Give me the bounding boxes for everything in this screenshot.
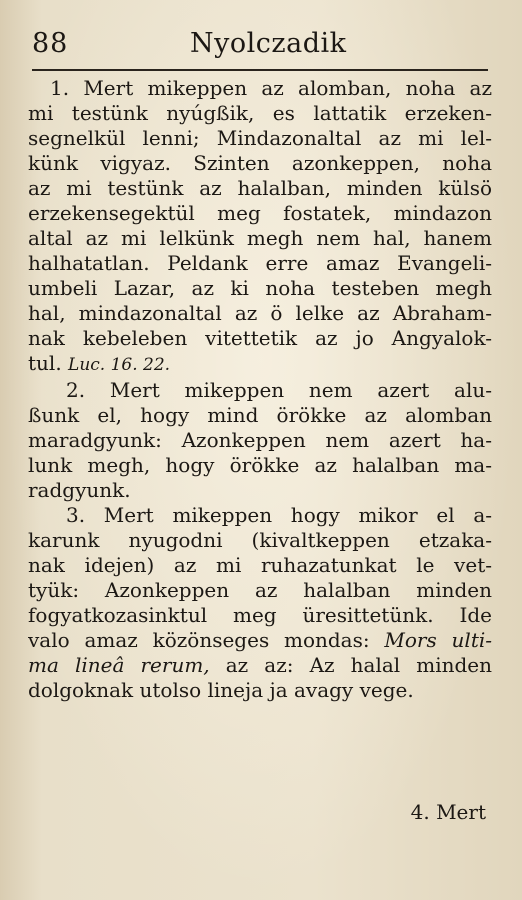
text-line: halhatatlan. Peldank erre amaz Evangeli- (28, 251, 492, 275)
body-text (28, 76, 492, 703)
text-line: erzekensegektül meg fostatek, mindazon (28, 201, 492, 225)
text-line: altal az mi lelkünk megh nem hal, hanem (28, 226, 492, 250)
text-line: umbeli Lazar, az ki noha testeben megh (28, 276, 492, 300)
text-fragment: az az: Az halal minden (225, 653, 492, 677)
text-line-with-latin (28, 628, 492, 653)
text-line: maradgyunk: Azonkeppen nem azert ha- (28, 428, 492, 452)
running-head: Nyolczadik (190, 28, 347, 59)
text-line-with-reference (28, 351, 492, 378)
latin-quotation: Mors ulti- (384, 628, 492, 652)
page-header (32, 22, 488, 72)
text-line: hal, mindazonaltal az ö lelke az Abraham- (28, 301, 492, 325)
text-line: segnelkül lenni; Mindazonaltal az mi lel- (28, 126, 492, 150)
text-line: nak idejen) az mi ruhazatunkat le vet- (28, 553, 492, 577)
text-line: 1. Mert mikeppen az alomban, noha az (50, 76, 492, 100)
latin-quotation: ma lineâ rerum, (28, 653, 210, 677)
text-line: tyük: Azonkeppen az halalban minden (28, 578, 492, 602)
text-line: 3. Mert mikeppen hogy mikor el a- (66, 503, 492, 527)
text-line: nak kebeleben vitettetik az jo Angyalok- (28, 326, 492, 350)
text-line: lunk megh, hogy örökke az halalban ma- (28, 453, 492, 477)
text-line: fogyatkozasinktul meg üresittetünk. Ide (28, 603, 492, 627)
text-line: az mi testünk az halalban, minden külsö (28, 176, 492, 200)
catchword: 4. Mert (410, 800, 486, 824)
text-fragment: valo amaz közönseges mondas: (28, 628, 370, 652)
text-line: 2. Mert mikeppen nem azert alu- (66, 378, 492, 402)
header-rule (32, 69, 488, 71)
text-line-with-latin (28, 653, 492, 678)
text-line: dolgoknak utolso lineja ja avagy vege. (28, 678, 414, 702)
page-number: 88 (32, 28, 69, 59)
text-line: ßunk el, hogy mind örökke az alomban (28, 403, 492, 427)
text-line: radgyunk. (28, 478, 131, 502)
scripture-reference: Luc. 16. 22. (68, 355, 171, 375)
text-line: karunk nyugodni (kivaltkeppen etzaka- (28, 528, 492, 552)
text-fragment: tul. (28, 351, 62, 375)
text-line: künk vigyaz. Szinten azonkeppen, noha (28, 151, 492, 175)
text-line: mi testünk nyúgßik, es lattatik erzeken- (28, 101, 492, 125)
